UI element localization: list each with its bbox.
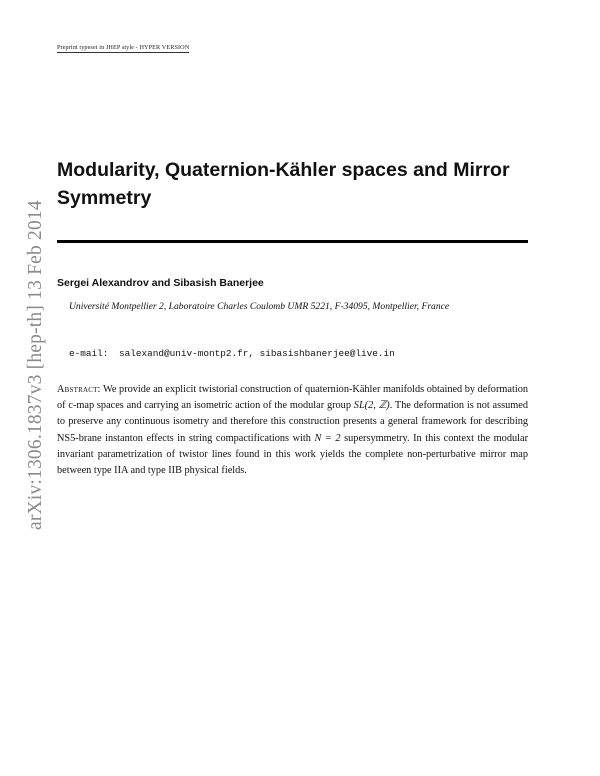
abstract-text-part2: . The deformation is not assumed to preserve any continuous isometry and therefore this construction presents a general framework for describing NS5-brane instanton effects in string compactifications with <box>57 400 529 444</box>
abstract-text-part1: We provide an explicit twistorial construction of quaternion-Kähler manifolds obtained by deformation of c-map spaces and carrying an isometric action of the modular group <box>57 384 528 412</box>
preprint-style-note: Preprint typeset in JHEP style - HYPER VERSION <box>57 44 190 51</box>
author-affiliation: Université Montpellier 2, Laboratoire Charles Coulomb UMR 5221, F-34095, Montpellier, France <box>69 301 450 312</box>
email-line <box>69 348 395 359</box>
email-addresses: salexand@univ-montp2.fr, sibasishbanerjee@live.in <box>119 348 395 359</box>
abstract-text-part3: supersymmetry. In this context the modular invariant parametrization of twistor lines found in this work yields the complete non-perturbative mirror map between type IIA and type IIB physical fields. <box>57 432 528 477</box>
email-label: e-mail: <box>69 348 109 359</box>
author-list: Sergei Alexandrov and Sibasish Banerjee <box>57 277 264 289</box>
supersymmetry-count: N = 2 <box>314 432 341 444</box>
abstract-label: Abstract: <box>57 384 101 395</box>
arxiv-identifier: arXiv:1306.1837v3 [hep-th] 13 Feb 2014 <box>25 200 46 530</box>
paper-title: Modularity, Quaternion-Kähler spaces and Mirror Symmetry <box>57 159 510 209</box>
title-divider <box>57 240 528 243</box>
abstract <box>57 382 528 479</box>
modular-group-symbol: SL(2, ℤ) <box>353 400 390 412</box>
